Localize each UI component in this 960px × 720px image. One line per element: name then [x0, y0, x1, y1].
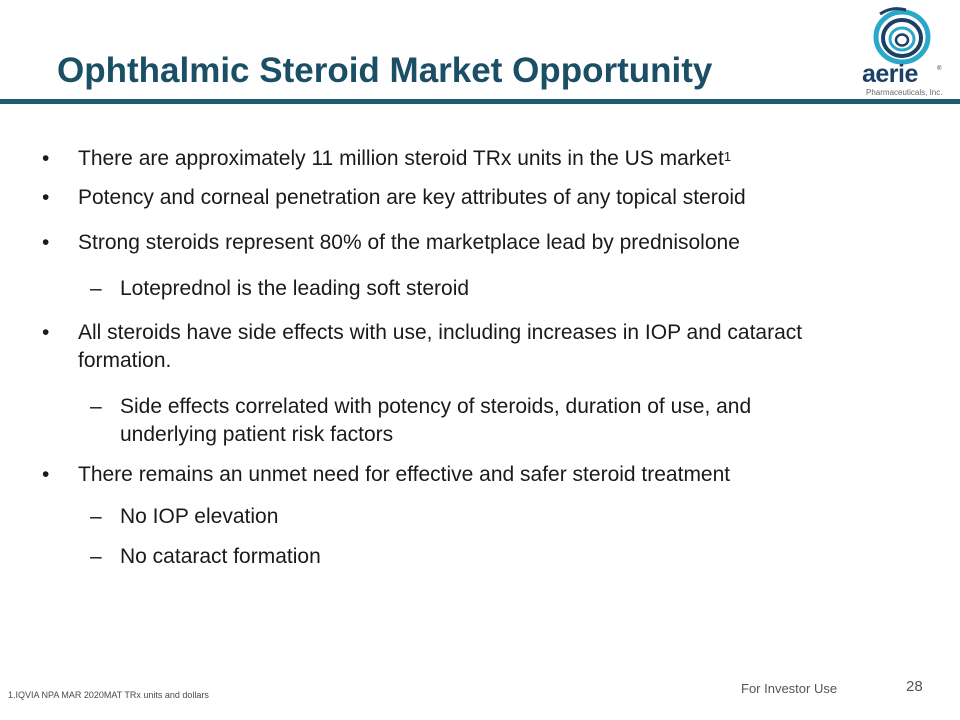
- footer-label: For Investor Use: [741, 681, 838, 696]
- sub-bullet-text: No cataract formation: [120, 545, 321, 568]
- sub-bullet-marker: –: [90, 277, 102, 300]
- slide-title: Ophthalmic Steroid Market Opportunity: [57, 51, 713, 90]
- bullet-text: All steroids have side effects with use, including increases in IOP and cataract: [78, 321, 803, 344]
- bullet-marker: •: [42, 186, 50, 209]
- sub-bullet-text-line2: underlying patient risk factors: [120, 423, 394, 446]
- bullet-text: There are approximately 11 million steroid TRx units in the US market: [78, 147, 724, 170]
- sub-bullet-marker: –: [90, 505, 102, 528]
- sub-bullet-text: No IOP elevation: [120, 505, 279, 528]
- bullet-text: Potency and corneal penetration are key attributes of any topical steroid: [78, 186, 746, 209]
- page-number: 28: [906, 678, 923, 695]
- footnote-ref: 1: [723, 149, 732, 164]
- bullet-marker: •: [42, 321, 50, 344]
- sub-bullet-text: Loteprednol is the leading soft steroid: [120, 277, 470, 300]
- sub-bullet-marker: –: [90, 545, 102, 568]
- sub-bullet-marker: –: [90, 395, 102, 418]
- logo-wordmark: aerie: [862, 60, 918, 88]
- bullet-marker: •: [42, 231, 50, 254]
- bullet-text: Strong steroids represent 80% of the marketplace lead by prednisolone: [78, 231, 740, 254]
- bullet-text-line2: formation.: [78, 349, 172, 372]
- logo-subtitle: Pharmaceuticals, Inc.: [866, 88, 943, 97]
- footnote: 1.IQVIA NPA MAR 2020MAT TRx units and dollars: [8, 690, 209, 700]
- bullet-text: There remains an unmet need for effective and safer steroid treatment: [78, 463, 731, 486]
- bullet-marker: •: [42, 463, 50, 486]
- sub-bullet-text: Side effects correlated with potency of steroids, duration of use, and: [120, 395, 752, 418]
- logo-registered-mark: ®: [937, 66, 942, 72]
- bullet-marker: •: [42, 147, 50, 170]
